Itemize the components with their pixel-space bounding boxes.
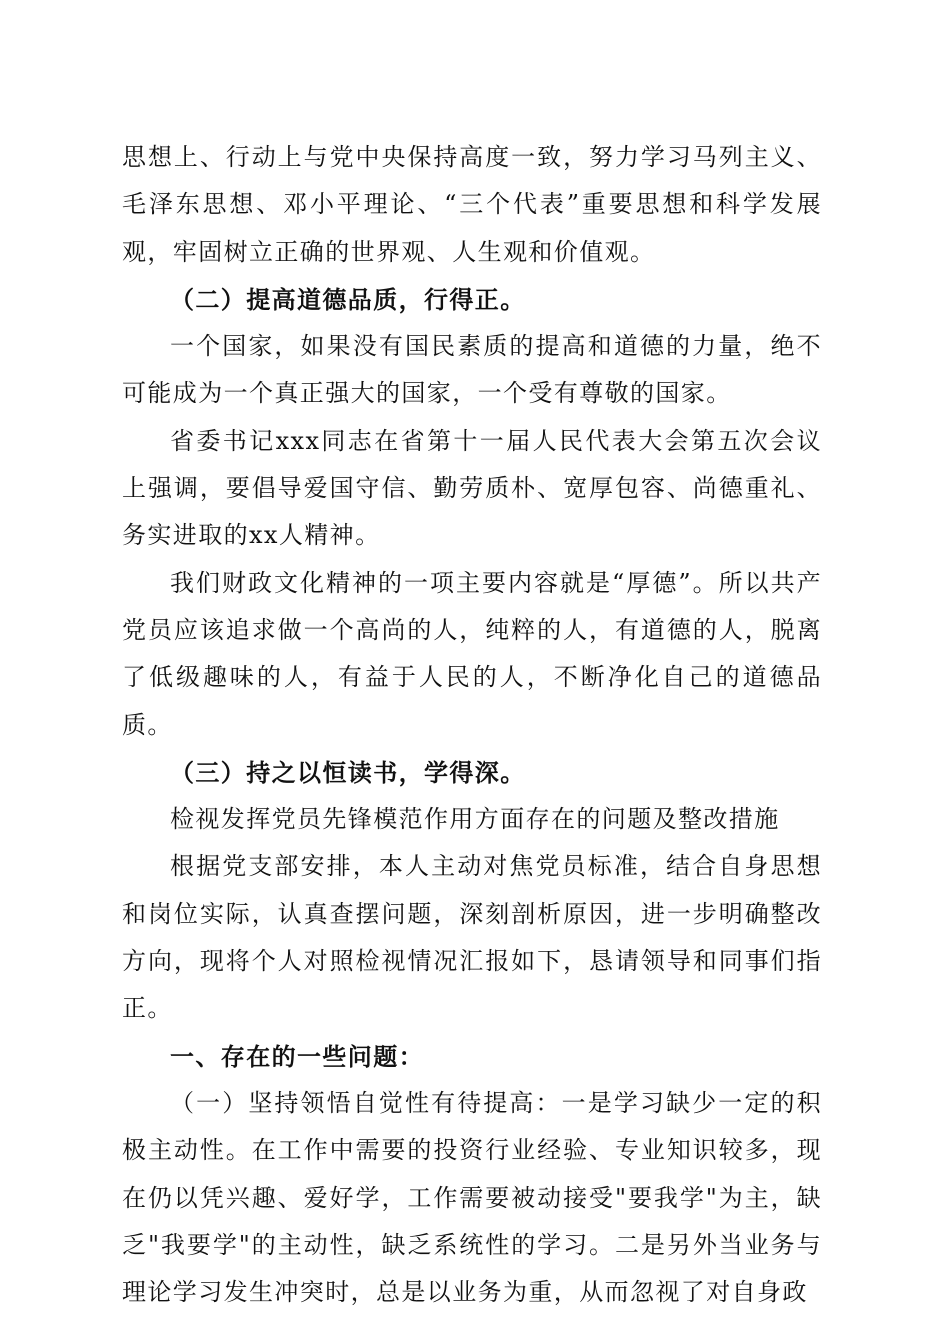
paragraph-nation-quality: 一个国家，如果没有国民素质的提高和道德的力量，绝不可能成为一个真正强大的国家，一个受有尊敬的国家。	[122, 332, 822, 408]
section-heading-problems: 一、存在的一些问题：	[170, 1041, 424, 1071]
section-heading-3: （三）持之以恒读书，学得深。	[170, 757, 526, 787]
paragraph-continuation: 思想上、行动上与党中央保持高度一致，努力学习马列主义、毛泽东思想、邓小平理论、“三个代表”重要思想和科学发展观，牢固树立正确的世界观、人生观和价值观。	[122, 143, 822, 266]
paragraph-report-title: 检视发挥党员先锋模范作用方面存在的问题及整改措施	[170, 805, 780, 834]
paragraph-intro: 根据党支部安排，本人主动对焦党员标准，结合自身思想和岗位实际，认真查摆问题，深刻剖析原因，进一步明确整改方向，现将个人对照检视情况汇报如下，恳请领导和同事们指正。	[122, 852, 822, 1023]
section-heading-2: （二）提高道德品质，行得正。	[170, 284, 526, 314]
paragraph-provincial-secretary: 省委书记xxx同志在省第十一届人民代表大会第五次会议上强调，要倡导爱国守信、勤劳质朴、宽厚包容、尚德重礼、务实进取的xx人精神。	[122, 426, 822, 550]
paragraph-finance-culture: 我们财政文化精神的一项主要内容就是“厚德”。所以共产党员应该追求做一个高尚的人，纯粹的人，有道德的人，脱离了低级趣味的人，有益于人民的人，不断净化自己的道德品质。	[122, 568, 822, 739]
paragraph-problem-1: （一）坚持领悟自觉性有待提高：一是学习缺少一定的积极主动性。在工作中需要的投资行业经验、专业知识较多，现在仍以凭兴趣、爱好学，工作需要被动接受"要我学"为主，缺乏"我要学"的主动性，缺乏系统性的学习。二是另外当业务与理论学习发生冲突时，总是以业务为重，从而忽视了对自身政	[122, 1088, 822, 1307]
